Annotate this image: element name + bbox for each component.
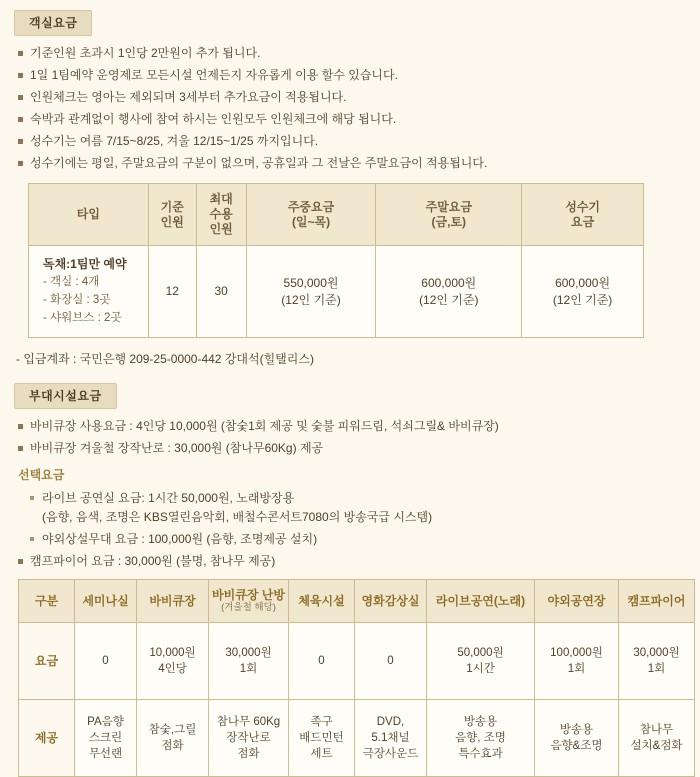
facility-fee-notes [16, 419, 688, 456]
note-item: 성수기는 여름 7/15~8/25, 겨울 12/15~1/25 까지입니다. [16, 134, 688, 149]
section-room-fee-heading [14, 10, 688, 36]
th-outdoor-stage: 야외공연장 [535, 580, 619, 623]
cell-provided: 방송용 음향, 조명 특수효과 [427, 700, 535, 777]
cell-base-people: 12 [148, 246, 196, 338]
table-header-row [29, 184, 644, 246]
table-row [19, 700, 695, 777]
note-item: 숙박과 관계없이 행사에 참여 하시는 인원모두 인원체크에 해당 됩니다. [16, 112, 688, 127]
cell-provided: PA음향 스크린 무선랜 [75, 700, 137, 777]
room-type-line: - 화장실 : 3곳 [43, 294, 111, 306]
th-weekday-price: 주중요금 (일~목) [246, 184, 376, 246]
row-label-price: 요금 [19, 623, 75, 700]
note-item: 바비큐장 겨울철 장작난로 : 30,000원 (참나무60Kg) 제공 [16, 441, 688, 456]
section-title-room-fee: 객실요금 [14, 10, 92, 36]
note-item: 바비큐장 사용요금 : 4인당 10,000원 (참숯1회 제공 및 숯불 피워드림, 석쇠그릴& 바비큐장) [16, 419, 688, 434]
th-seminar-room: 세미나실 [75, 580, 137, 623]
th-max-people: 최대 수용 인원 [196, 184, 246, 246]
room-type-line: - 샤워브스 : 2곳 [43, 312, 122, 324]
room-type-line: - 객실 : 4개 [43, 276, 100, 288]
cell-provided: 참나무 60Kg 장작난로 점화 [209, 700, 289, 777]
section-facility-fee-heading [14, 383, 688, 409]
cell-room-type [29, 246, 149, 338]
facility-fee-table [18, 579, 695, 777]
cell-provided: 참숯,그릴 점화 [137, 700, 209, 777]
th-sports-facility: 체육시설 [289, 580, 355, 623]
cell-price: 30,000원 1회 [209, 623, 289, 700]
th-barbecue: 바비큐장 [137, 580, 209, 623]
th-category: 구분 [19, 580, 75, 623]
room-fee-table [28, 183, 644, 338]
th-peak-price: 성수기 요금 [522, 184, 644, 246]
cell-provided: 방송용 음향&조명 [535, 700, 619, 777]
cell-price: 0 [355, 623, 427, 700]
cell-provided: DVD, 5.1채널 극장사운드 [355, 700, 427, 777]
table-header-row [19, 580, 695, 623]
option-note-detail: (음향, 음색, 조명은 KBS열린음악회, 배철수콘서트7080의 방송국급 시스템) [42, 510, 433, 524]
th-movie-room: 영화감상실 [355, 580, 427, 623]
cell-price: 30,000원 1회 [619, 623, 695, 700]
option-note-item: 야외상설무대 요금 : 100,000원 (음향, 조명제공 설치) [16, 532, 688, 547]
cell-price: 0 [75, 623, 137, 700]
option-fee-subheading: 선택요금 [18, 468, 65, 482]
th-base-people: 기준 인원 [148, 184, 196, 246]
note-item: 인원체크는 영아는 제외되며 3세부터 추가요금이 적용됩니다. [16, 90, 688, 105]
table-row [19, 623, 695, 700]
th-type: 타입 [29, 184, 149, 246]
cell-price: 50,000원 1시간 [427, 623, 535, 700]
cell-provided: 참나무 설치&점화 [619, 700, 695, 777]
table-row [29, 246, 644, 338]
cell-provided: 족구 배드민턴 세트 [289, 700, 355, 777]
cell-price: 100,000원 1회 [535, 623, 619, 700]
cell-weekday-price: 550,000원 (12인 기준) [246, 246, 376, 338]
cell-weekend-price: 600,000원 (12인 기준) [376, 246, 522, 338]
row-label-provided: 제공 [19, 700, 75, 777]
room-type-title: 독채:1팀만 예약 [43, 257, 127, 271]
th-campfire: 캠프파이어 [619, 580, 695, 623]
note-item: 1일 1팀예약 운영제로 모든시설 언제든지 자유롭게 이용 할수 있습니다. [16, 68, 688, 83]
option-fee-notes [16, 491, 688, 569]
th-weekend-price: 주말요금 (금,토) [376, 184, 522, 246]
th-barbecue-heating: 바비큐장 난방 (겨울철 해당) [209, 580, 289, 623]
cell-peak-price: 600,000원 (12인 기준) [522, 246, 644, 338]
bank-account-info: - 입금계좌 : 국민은행 209-25-0000-442 강대석(힐탤리스) [16, 352, 314, 366]
section-title-facility-fee: 부대시설요금 [14, 383, 117, 409]
cell-price: 0 [289, 623, 355, 700]
option-note-item: 캠프파이어 요금 : 30,000원 (불명, 참나무 제공) [16, 554, 688, 569]
th-live-performance: 라이브공연(노래) [427, 580, 535, 623]
note-item: 기준인원 초과시 1인당 2만원이 추가 됩니다. [16, 46, 688, 61]
cell-max-people: 30 [196, 246, 246, 338]
note-item: 성수기에는 평일, 주말요금의 구분이 없으며, 공휴일과 그 전날은 주말요금이 적용됩니다. [16, 156, 688, 171]
cell-price: 10,000원 4인당 [137, 623, 209, 700]
option-note-item: 라이브 공연실 요금: 1시간 50,000원, 노래방장용 [16, 491, 688, 506]
room-fee-notes [16, 46, 688, 171]
